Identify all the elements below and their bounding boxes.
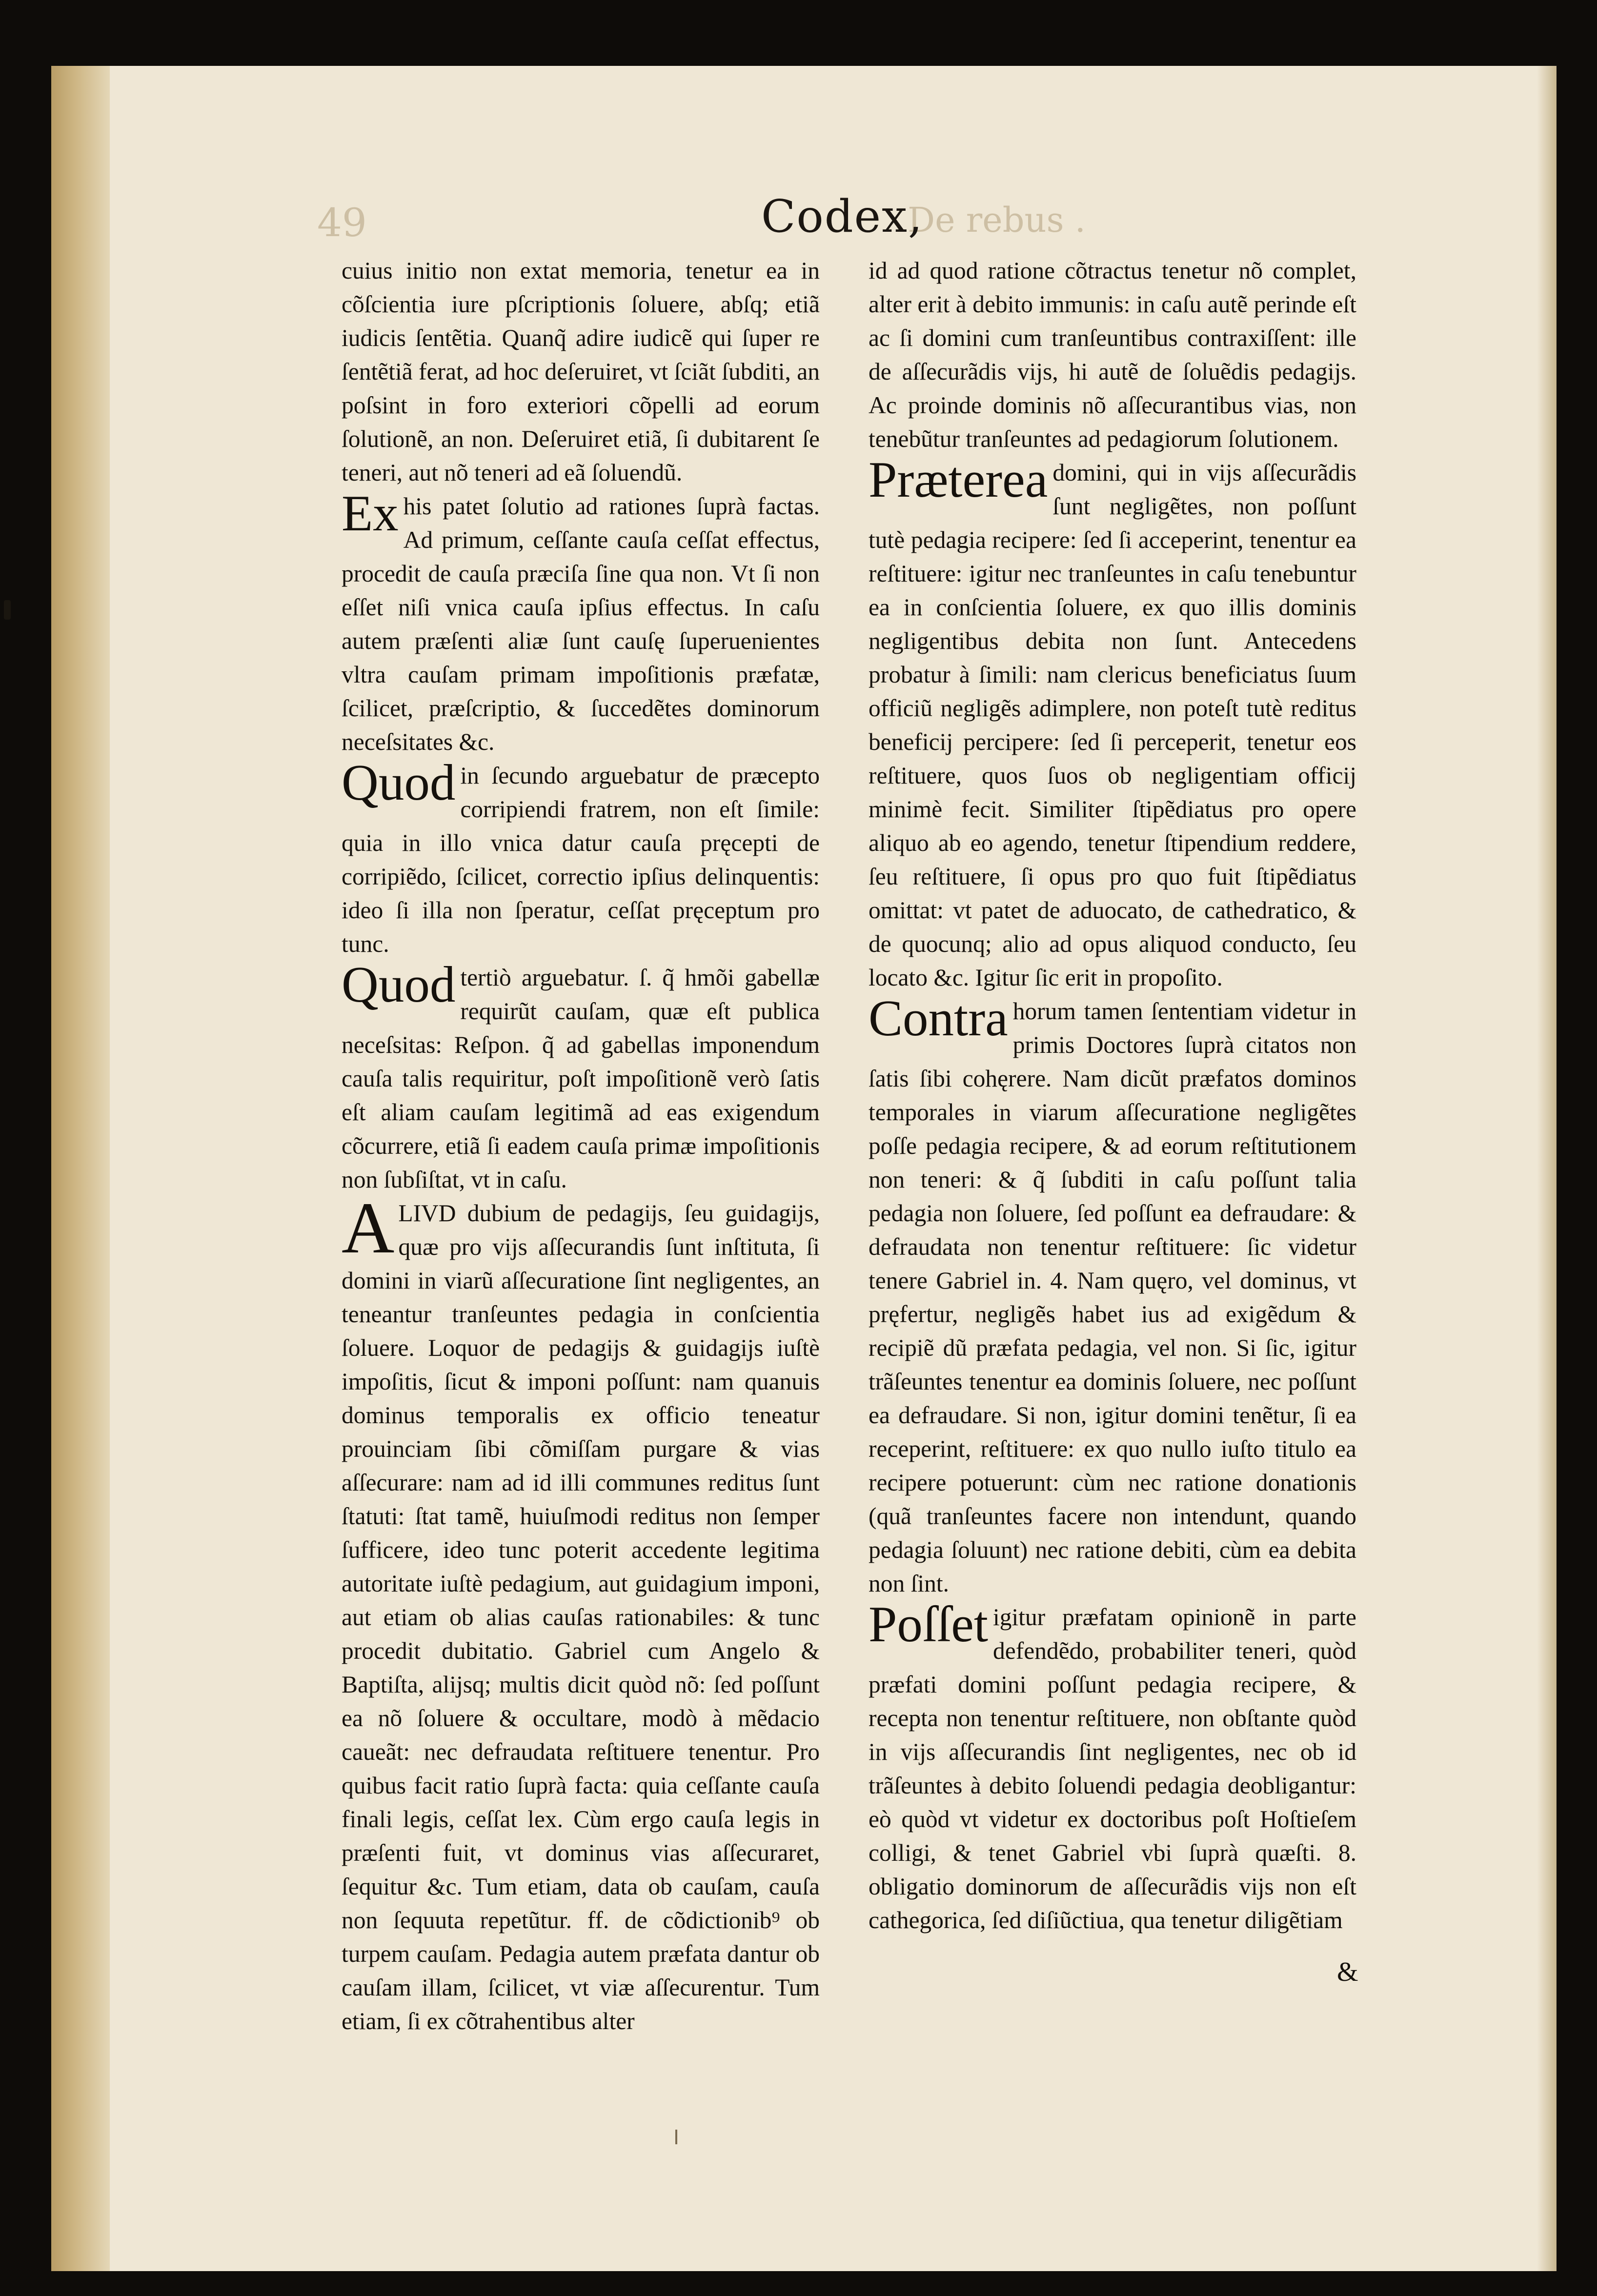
initial-word: Poſſet [869,1595,989,1652]
bleed-through-folio: 49 [317,200,367,245]
bleed-through-running-head: De rebus . [908,200,1086,240]
paragraph-text: in ſecundo arguebatur de præcepto corripiendi fratrem, non eſt ſimile: quia in illo vnica datur cauſa pręcepti de corripiẽdo, ſcilicet, correctio ipſius delinquentis: ideo ſi illa non ſperatur, ceſſat pręceptum pro tunc. [342,762,820,957]
drop-cap: A [342,1188,395,1269]
paragraph [869,254,1356,456]
paragraph [342,956,820,1196]
bottom-mark [675,2130,677,2144]
paragraph-text: domini, qui in vijs aſſecurãdis ſunt negligẽtes, non poſſunt tutè pedagia recipere: ſed ſi acceperint, tenentur ea reſtituere: igitur nec tranſeuntes in caſu tenebuntur ea in conſcientia ſoluere, ex quo illis dominis negligentibus debita non ſunt. Antecedens probatur à ſimili: nam clericus beneficiatus ſuum officiũ negligẽs adimplere, non poteſt tutè reditus beneficij percipere: ſed ſi perceperit, tenetur eos reſtituere, quos ſuos ob negligentiam officij minimè fecit. Similiter ſtipẽdiatus pro opere aliquo ab eo agendo, tenetur ſtipendium reddere, ſeu reſtituere, ſi opus pro quo fuit ſtipẽdiatus omittat: vt patet de aduocato, de cathedratico, & de quocunq; alio ad opus aliquod conducto, ſeu locato &c. Igitur ſic erit in propoſito. [869,459,1356,991]
paragraph-text: igitur præfatam opinionẽ in parte defendẽdo, probabiliter teneri, quòd præfati domini poſſunt pedagia recipere, & recepta non tenentur reſtituere, non obſtante quòd in vijs aſſecurandis ſint negligentes, nec ob id trãſeuntes à debito ſoluendi pedagia deobligantur: eò quòd vt videtur ex doctoribus poſt Hoſtieſem colligi, & tenet Gabriel vbi ſuprà quæſti. 8. obligatio dominorum de aſſecurãdis vijs non eſt cathegorica, ſed diſiũctiua, qua tenetur diligẽtiam [869,1604,1356,1933]
page-edge [1537,66,1557,2271]
catchword: & [1337,1957,1358,1987]
running-head: Codex, [761,190,924,242]
paragraph-text: id ad quod ratione cõtractus tenetur nõ complet, alter erit à debito immunis: in caſu autẽ perinde eſt ac ſi domini cum tranſeuntibus contraxiſſent: ille de aſſecurãdis vijs, hi autẽ de ſoluẽdis pedagijs. Ac proinde dominis nõ aſſecurantibus vias, non tenebũtur tranſeuntes ad pedagiorum ſolutionem. [869,257,1356,452]
initial-word: Quod [342,956,456,1013]
paragraph [342,1188,820,2038]
paragraph-text: horum tamen ſententiam videtur in primis Doctores ſuprà citatos non ſatis ſibi cohęrere. Nam dicũt præfatos dominos temporales in viarum aſſecuratione negligẽtes poſſe pedagia recipere, & ad eorum reſtitutionem non teneri: & q̃ ſubditi in caſu poſſunt talia pedagia non ſoluere, ſed poſſunt ea defraudare: & defraudata non tenentur reſtituere: ſic videtur tenere Gabriel in. 4. Nam quęro, vel dominus, vt pręfertur, negligẽs habet ius ad exigẽdum & recipiẽ dũ præfata pedagia, vel non. Si ſic, igitur trãſeuntes tenentur ea dominis ſoluere, nec poſſunt ea defraudare. Si non, igitur domini tenẽtur, ſi ea receperint, reſtituere: ex quo nullo iuſto titulo ea recipere potuerunt: cùm nec ratione donationis (quã tranſeuntes facere non intendunt, quando pedagia ſoluunt) nec ratione debiti, cùm ea debita non ſint. [869,998,1356,1597]
paragraph-text: cuius initio non extat memoria, tenetur ea in cõſcientia iure pſcriptionis ſoluere, abſq; etiã iudicis ſentẽtia. Quanq̃ adire iudicẽ qui ſuper re ſentẽtiã ferat, ad hoc deſeruiret, vt ſciãt ſubditi, an poſsint in foro exteriori cõpelli ad eorum ſolutionẽ, an non. Deſeruiret etiã, ſi dubitarent ſe teneri, aut nõ teneri ad eã ſoluendũ. [342,257,820,486]
margin-mark [4,600,11,620]
paragraph-text: LIVD dubium de pedagijs, ſeu guidagijs, quæ pro vijs aſſecurandis ſunt inſtituta, ſi domini in viarũ aſſecuratione ſint negligentes, an teneantur tranſeuntes pedagia in conſcientia ſoluere. Loquor de pedagijs & guidagijs iuſtè impoſitis, ſicut & imponi poſſunt: nam quanuis dominus temporalis ex officio teneatur prouinciam ſibi cõmiſſam purgare & vias aſſecurare: nam ad id illi communes reditus ſunt ſtatuti: ſtat tamẽ, huiuſmodi reditus non ſemper ſufficere, ideo tunc poterit accedente legitima autoritate iuſtè pedagium, aut guidagium imponi, aut etiam ob alias cauſas rationabiles: & tunc procedit dubitatio. Gabriel cum Angelo & Baptiſta, alijsq; multis dicit quòd nõ: ſed poſſunt ea nõ ſoluere & occultare, modò à mẽdacio caueãt: nec defraudata reſtituere tenentur. Pro quibus facit ratio ſuprà facta: quia ceſſante cauſa finali legis, ceſſat lex. Cùm ergo cauſa legis in præſenti fuit, vt dominus vias aſſecuraret, ſequitur &c. Tum etiam, data ob cauſam, cauſa non ſequuta repetũtur. ff. de cõdictionib⁹ ob turpem cauſam. Pedagia autem præfata dantur ob cauſam illam, ſcilicet, vt viæ aſſecurentur. Tum etiam, ſi ex cõtrahentibus alter [342,1200,820,2034]
initial-word: Contra [869,989,1008,1047]
text-column-left [342,254,820,2038]
initial-word: Ex [342,484,399,542]
paragraph-text: tertiò arguebatur. ſ. q̃ hmõi gabellæ requirũt cauſam, quæ eſt publica neceſsitas: Reſpon. q̃ ad gabellas imponendum cauſa talis requiritur, poſt impoſitionẽ verò ſatis eſt aliam cauſam legitimã ad eas exigendum cõcurrere, etiã ſi eadem cauſa primæ impoſitionis non ſubſiſtat, vt in caſu. [342,964,820,1193]
initial-word: Quod [342,754,456,811]
page-gutter [51,66,110,2271]
paragraph [342,254,820,489]
initial-word: Præterea [869,451,1048,508]
paragraph [342,754,820,961]
paragraph [869,1595,1356,1937]
paragraph-text: his patet ſolutio ad rationes ſuprà factas. Ad primum, ceſſante cauſa ceſſat effectus, procedit de cauſa præciſa ſine qua non. Vt ſi non eſſet niſi vnica cauſa ipſius effectus. In caſu autem præſenti aliæ ſunt cauſę ſuperuenientes vltra cauſam primam impoſitionis præfatæ, ſcilicet, præſcriptio, & ſuccedẽtes dominorum neceſsitates &c. [342,493,820,755]
text-column-right [869,254,1356,1937]
paragraph [342,484,820,759]
paragraph [869,989,1356,1600]
paragraph [869,451,1356,994]
